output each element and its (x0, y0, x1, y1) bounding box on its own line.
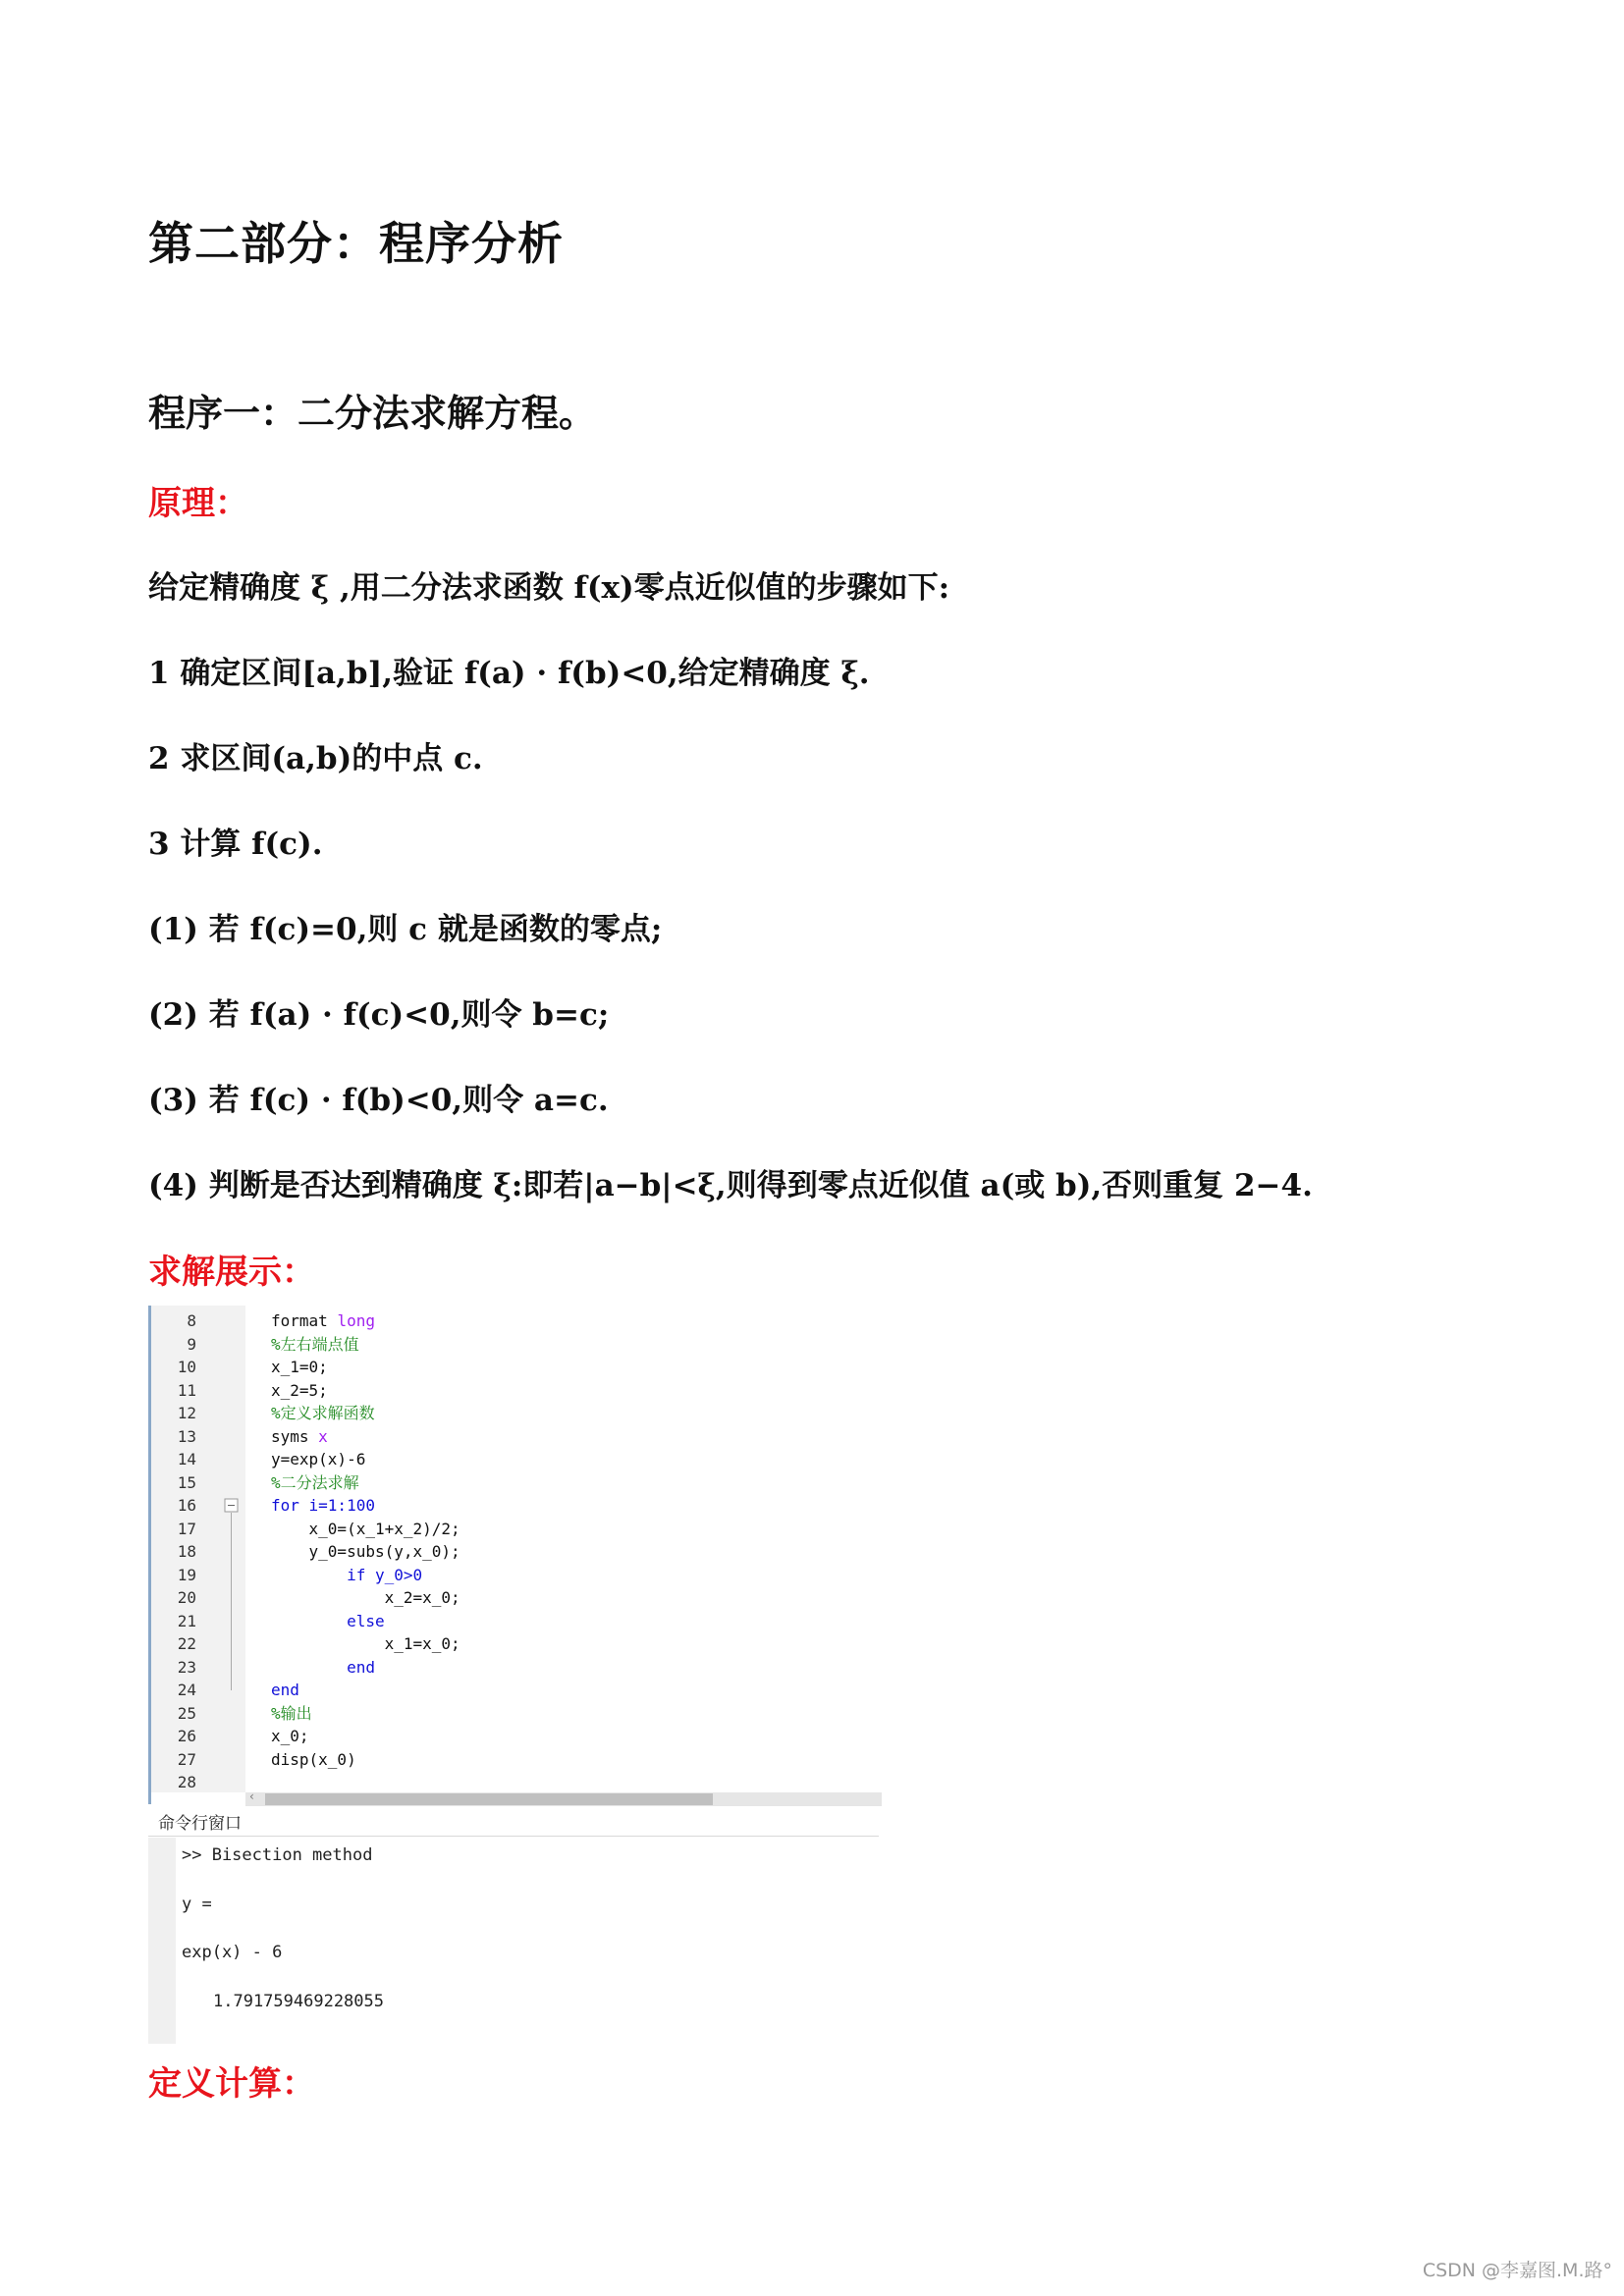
section-heading: 程序一：二分法求解方程。 (148, 391, 597, 435)
command-window[interactable] (148, 1838, 879, 2044)
principle-heading: 原理： (148, 484, 248, 523)
code-line[interactable] (151, 1702, 882, 1726)
paragraph: 给定精确度 ξ ,用二分法求函数 f(x)零点近似值的步骤如下: (148, 570, 950, 606)
code-text: end (271, 1657, 375, 1677)
code-text: else (271, 1611, 385, 1630)
line-number: 28 (177, 1773, 196, 1791)
code-line[interactable] (151, 1632, 882, 1656)
line-number: 21 (177, 1611, 196, 1630)
code-line[interactable] (151, 1471, 882, 1495)
demo-heading: 求解展示： (148, 1253, 315, 1292)
code-text: x_0=(x_1+x_2)/2; (271, 1519, 460, 1538)
code-line[interactable] (151, 1748, 882, 1772)
line-number: 26 (177, 1727, 196, 1745)
line-number: 22 (177, 1634, 196, 1653)
paragraph: 3 计算 f(c). (148, 827, 323, 862)
code-text: %定义求解函数 (271, 1404, 375, 1422)
paragraph: 2 求区间(a,b)的中点 c. (148, 741, 483, 776)
line-number: 17 (177, 1519, 196, 1538)
code-line[interactable] (151, 1309, 882, 1333)
code-text: for i=1:100 (271, 1496, 375, 1515)
paragraph: (4) 判断是否达到精确度 ξ:即若|a−b|<ξ,则得到零点近似值 a(或 b),否则重复 2−4. (148, 1168, 1313, 1203)
line-number: 20 (177, 1588, 196, 1607)
code-line[interactable] (151, 1518, 882, 1541)
code-text: %输出 (271, 1703, 312, 1723)
code-line[interactable] (151, 1586, 882, 1610)
line-number: 11 (177, 1380, 196, 1400)
output-result: 1.791759469228055 (213, 1992, 384, 2011)
line-number: 27 (177, 1749, 196, 1769)
line-number: 13 (177, 1426, 196, 1446)
code-text: x_2=5; (271, 1380, 328, 1400)
code-line[interactable] (151, 1679, 882, 1702)
line-number: 10 (177, 1358, 196, 1376)
code-text: x_2=x_0; (271, 1588, 460, 1607)
scroll-left-icon[interactable]: ‹ (249, 1789, 254, 1803)
line-number: 15 (177, 1472, 196, 1492)
definition-heading: 定义计算： (148, 2064, 315, 2104)
code-text: if y_0>0 (271, 1565, 423, 1584)
code-line[interactable] (151, 1379, 882, 1403)
code-text: x_1=x_0; (271, 1634, 460, 1653)
page-title: 第二部分：程序分析 (148, 217, 564, 270)
scrollbar-thumb[interactable] (265, 1793, 713, 1805)
code-line[interactable] (151, 1610, 882, 1633)
code-text: x_0; (271, 1727, 309, 1745)
line-number: 14 (177, 1450, 196, 1468)
code-text: y_0=subs(y,x_0); (271, 1542, 460, 1561)
code-text: syms x (271, 1426, 328, 1446)
code-text: %左右端点值 (271, 1334, 359, 1354)
paragraph: (1) 若 f(c)=0,则 c 就是函数的零点; (148, 912, 663, 947)
paragraph: (2) 若 f(a) · f(c)<0,则令 b=c; (148, 997, 610, 1033)
code-line[interactable] (151, 1540, 882, 1564)
command-prompt: >> Bisection method (182, 1845, 373, 1865)
watermark: CSDN @李嘉图.M.路° (1422, 2260, 1612, 2281)
horizontal-scrollbar[interactable] (245, 1789, 882, 1806)
line-number: 18 (177, 1542, 196, 1561)
code-editor (148, 1306, 882, 1804)
code-line[interactable] (151, 1771, 882, 1794)
code-line[interactable] (151, 1656, 882, 1680)
code-text: y=exp(x)-6 (271, 1450, 366, 1468)
code-line[interactable] (151, 1494, 882, 1518)
line-number: 8 (187, 1311, 196, 1330)
line-number: 24 (177, 1681, 196, 1699)
line-number: 16 (177, 1496, 196, 1515)
code-line[interactable] (151, 1333, 882, 1357)
code-line[interactable] (151, 1356, 882, 1379)
code-text: %二分法求解 (271, 1472, 359, 1492)
code-line[interactable] (151, 1448, 882, 1471)
code-line[interactable] (151, 1402, 882, 1425)
code-text: format long (271, 1311, 375, 1330)
line-number: 25 (177, 1703, 196, 1723)
code-text: end (271, 1681, 299, 1699)
command-window-title: 命令行窗口 (148, 1811, 879, 1837)
code-line[interactable] (151, 1725, 882, 1748)
paragraph: (3) 若 f(c) · f(b)<0,则令 a=c. (148, 1083, 609, 1118)
output-variable: y = (182, 1895, 212, 1914)
code-text: disp(x_0) (271, 1749, 356, 1769)
code-line[interactable] (151, 1564, 882, 1587)
line-number: 12 (177, 1404, 196, 1422)
code-line[interactable] (151, 1425, 882, 1449)
paragraph: 1 确定区间[a,b],验证 f(a) · f(b)<0,给定精确度 ξ. (148, 656, 870, 691)
line-number: 19 (177, 1565, 196, 1584)
line-number: 9 (187, 1334, 196, 1354)
output-expression: exp(x) - 6 (182, 1943, 283, 1962)
line-number: 23 (177, 1657, 196, 1677)
code-text: x_1=0; (271, 1358, 328, 1376)
